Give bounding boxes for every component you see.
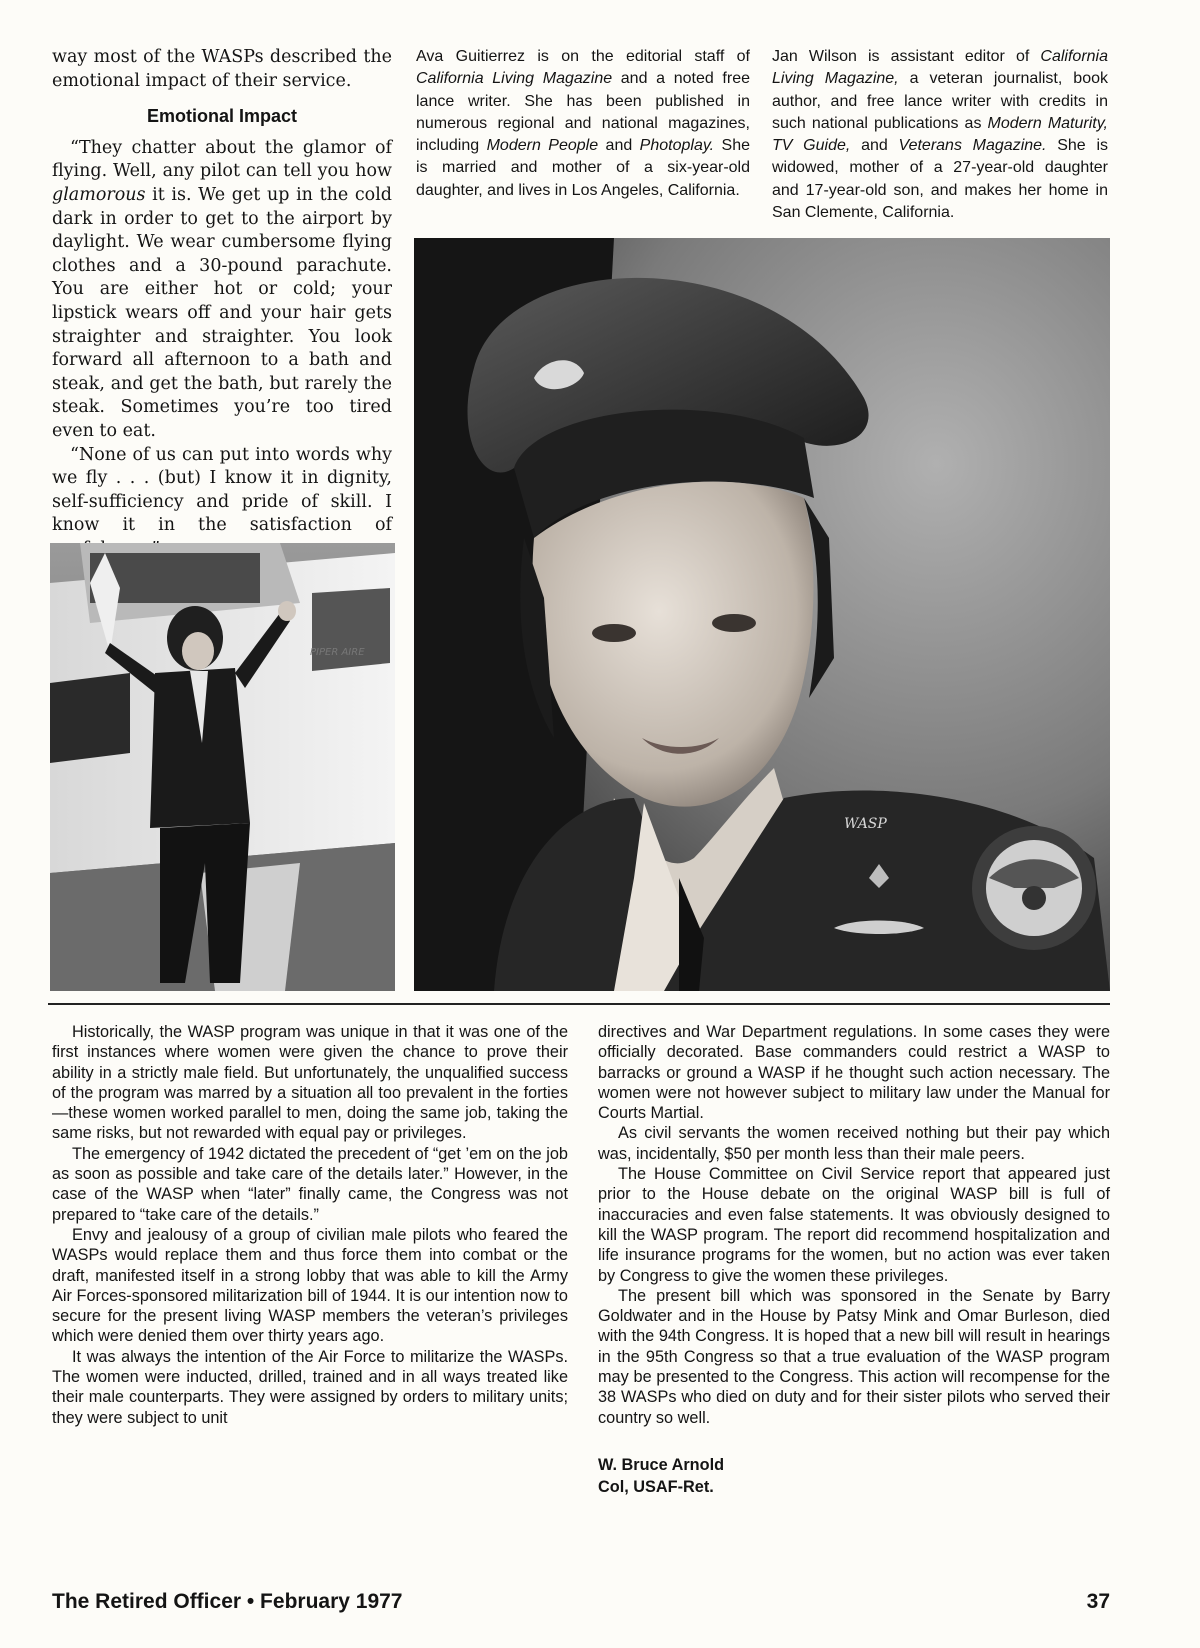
bio-ava-guitierrez: Ava Guitierrez is on the editorial staff of California Living Magazine and a noted free lance writer. She has been published in numerous regional and national magazines, including Modern People and Photoplay. She is married and mother of a six-year-old daughter, and lives in Los Angeles, California.	[416, 48, 750, 199]
paragraph: Envy and jealousy of a group of civilian male pilots who feared the WASPs would replace them and thus force them into combat or the draft, manifested itself in a strong lobby that was able to kill the Army Air Forces-sponsored militarization bill of 1944. It is our intention now to secure for the present living WASP members the veteran’s privileges which were denied them over thirty years ago.	[52, 1225, 568, 1346]
paragraph: The present bill which was sponsored in the Senate by Barry Goldwater and in the House by Patsy Mink and Omar Burleson, died with the 94th Congress. It is hoped that a new bill will result in hearings in the 95th Congress so that a true evaluation of the WASP program may be presented to the Congress. This action will recompense for the 38 WASPs who died on duty and for their sister pilots who served their country so well.	[598, 1286, 1110, 1427]
paragraph: The emergency of 1942 dictated the precedent of “get ’em on the job as soon as possible and take care of the details later.” However, in the case of the WASP when “later” finally came, the Congress was not prepared to “take care of the details.”	[52, 1144, 568, 1224]
signature-title: Col, USAF-Ret.	[598, 1477, 714, 1496]
photo-wasp-portrait	[414, 238, 1110, 991]
column-emotional-impact	[52, 46, 392, 561]
paragraph: Historically, the WASP program was unique in that it was one of the first instances where women were given the chance to prove their ability in a strictly male field. But unfortunately, the unqualified success of the program was marred by a situation all too prevalent in the forties—these women worked parallel to men, doing the same job, taking the same risks, but not rewarded with equal pay or privileges.	[52, 1023, 568, 1143]
paragraph: The House Committee on Civil Service report that appeared just prior to the House debate on the original WASP bill is full of inaccuracies and even false statements. It was obviously designed to kill the WASP program. The report did recommend hospitalization and life insurance programs for the women, but no action was ever taken by Congress to give the women these privileges.	[598, 1165, 1110, 1285]
photo-woman-at-aircraft-door	[50, 543, 395, 991]
paragraph: It was always the intention of the Air Force to militarize the WASPs. The women were inducted, drilled, trained and in all ways treated like their male counterparts. They were assigned by orders to military units; they were subject to unit	[52, 1347, 568, 1427]
photo-woman-at-aircraft-door-illustration	[50, 543, 395, 991]
page-number: 37	[1086, 1590, 1110, 1613]
signature	[598, 1454, 1110, 1498]
publication-line: The Retired Officer • February 1977	[52, 1590, 403, 1613]
photo-wasp-portrait-illustration	[414, 238, 1110, 991]
quote-paragraph-2: “None of us can put into words why we fly . . . (but) I know it in dignity, self-sufficiency and pride of skill. I know it in the satisfaction of	[52, 444, 392, 536]
signature-name: W. Bruce Arnold	[598, 1455, 725, 1474]
bio-jan-wilson: Jan Wilson is assistant editor of California Living Magazine, a veteran journalist, book author, and free lance writer with credits in such national publications as Modern Maturity, TV Guide, and Veterans Magazine. She is widowed, mother of a 27-year-old daughter and 17-year-old son, and makes her home in San Clemente, California.	[772, 48, 1109, 222]
article-column-left	[52, 1022, 568, 1428]
aircraft-lettering: PIPER AIRE	[310, 647, 365, 658]
section-heading-emotional-impact: Emotional Impact	[146, 106, 298, 127]
horizontal-rule	[48, 1003, 1110, 1005]
paragraph: As civil servants the women received nothing but their pay which was, incidentally, $50 per month less than their male peers.	[598, 1124, 1110, 1163]
lead-paragraph: way most of the WASPs described the emotional impact of their service.	[52, 47, 392, 91]
quote-paragraph-1: “They chatter about the glamor of flying. Well, any pilot can tell you how glamorous it is. We get up in the cold dark in order to get to the airport by daylight. We wear cumbersome flying clothes and a 30-pound parachute. You are either hot or cold; your lipstick wears off and your hair gets straighter and straighter. You look forward all afternoon to a bath and steak, and get the bath, but rarely the steak. Sometimes you’re too tired even to eat.	[52, 137, 392, 441]
paragraph: directives and War Department regulations. In some cases they were officially decorated. Base commanders could restrict a WASP to barracks or ground a WASP if he thought such action necessary. The women were not however subject to military law under the Manual for Courts Martial.	[598, 1023, 1110, 1123]
article-column-right	[598, 1022, 1110, 1498]
patch-lettering: WASP	[844, 816, 887, 832]
